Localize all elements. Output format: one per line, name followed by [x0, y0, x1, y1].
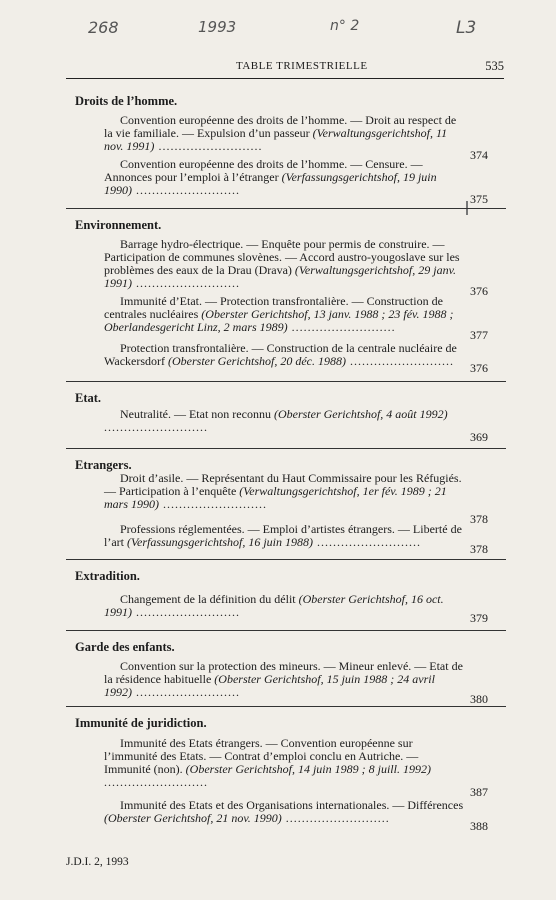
entry-page-number: 374 [470, 148, 488, 162]
entry-text: Changement de la définition du délit [120, 592, 299, 606]
index-entry [104, 593, 464, 619]
index-entry [104, 472, 464, 511]
section-divider [66, 381, 506, 382]
entry-source: (Oberster Gerichtshof, 4 août 1992) [273, 407, 448, 421]
index-entry [104, 737, 464, 789]
entry-page-number: 378 [470, 542, 488, 556]
entry-text: Convention européenne des droits de l’homme. — Droit au respect de la vie familiale. — Expulsion d’un passeur [104, 113, 457, 140]
page-footer: J.D.I. 2, 1993 [66, 856, 129, 868]
index-entry [104, 799, 464, 825]
page-header [66, 60, 504, 79]
section-divider [66, 706, 506, 707]
entry-source: (Oberster Gerichtshof, 20 déc. 1988) [168, 354, 346, 368]
leader-dots: .......................... [287, 320, 396, 334]
entry-text: Immunité d’Etat. — Protection transfrontalière. — Construction de centrales nucléaires [104, 294, 443, 321]
leader-dots: .......................... [132, 276, 240, 290]
entry-text: Professions réglementées. — Emploi d’artistes étrangers. — Liberté de l’art [104, 522, 462, 549]
entry-page-number: 387 [470, 785, 488, 799]
entry-page-number: 380 [470, 692, 488, 706]
section-divider [66, 208, 506, 209]
section-heading: Immunité de juridiction. [75, 716, 207, 730]
entry-page-number: 376 [470, 284, 488, 298]
handwritten-note: n° 2 [330, 18, 360, 34]
section-divider [66, 559, 506, 560]
entry-page-number: 379 [470, 611, 488, 625]
handwritten-note: 1993 [198, 18, 237, 36]
entry-page-number: 376 [470, 361, 488, 375]
entry-text: Barrage hydro-électrique. — Enquête pour permis de construire. — Participation de communes slovènes. — Accord austro-yougoslave sur les problèmes des eaux de la Drau (Drava) [104, 237, 460, 277]
leader-dots: .......................... [154, 139, 263, 153]
section-heading: Environnement. [75, 218, 162, 232]
section-heading: Garde des enfants. [75, 640, 175, 654]
entry-source: (Oberster Gerichtshof, 14 juin 1989 ; 8 juill. 1992) [185, 762, 431, 776]
index-entry [104, 295, 464, 334]
leader-dots: .......................... [104, 775, 208, 789]
entry-text: Immunité des Etats et des Organisations internationales. — Différences [120, 798, 464, 812]
leader-dots: .......................... [159, 497, 268, 511]
leader-dots: .......................... [132, 605, 240, 619]
leader-dots: .......................... [281, 811, 390, 825]
entry-page-number: 377 [470, 328, 488, 342]
entry-page-number: 378 [470, 512, 488, 526]
entry-text: Neutralité. — Etat non reconnu [120, 407, 274, 421]
section-heading: Droits de l’homme. [75, 94, 178, 108]
section-heading: Etat. [75, 391, 102, 405]
entry-source: (Verwaltungsgerichtshof, 1er fév. 1989 ; 21 mars 1990) [104, 484, 447, 511]
entry-page-number: 369 [470, 430, 488, 444]
section-divider [66, 448, 506, 449]
index-entry [104, 523, 464, 549]
index-entry [104, 238, 464, 290]
entry-text: Convention sur la protection des mineurs. — Mineur enlevé. — Etat de la résidence habituelle [104, 659, 463, 686]
entry-source: (Verfassungsgerichtshof, 16 juin 1988) [127, 535, 313, 549]
entry-source: (Oberster Gerichtshof, 15 juin 1988 ; 24 avril 1992) [104, 672, 435, 699]
section-divider [66, 630, 506, 631]
page-number: 535 [485, 59, 504, 73]
entry-page-number: 375 [470, 192, 488, 206]
section-heading: Etrangers. [75, 458, 132, 472]
leader-dots: .......................... [345, 354, 454, 368]
handwritten-note: 268 [88, 18, 119, 37]
index-entry [104, 158, 464, 197]
index-entry [104, 342, 464, 368]
entry-source: (Verfassungsgerichtshof, 19 juin 1990) [104, 170, 437, 197]
entry-source: (Verwaltungsgerichtshof, 29 janv. 1991) [104, 263, 457, 290]
entry-text: Immunité des Etats étrangers. — Convention européenne sur l’immunité des Etats. — Contrat d’emploi conclu en Autriche. — Immunité (non). [104, 736, 419, 776]
index-entry [104, 408, 464, 434]
leader-dots: .......................... [132, 183, 240, 197]
entry-source: (Oberster Gerichtshof, 16 oct. 1991) [104, 592, 444, 619]
entry-text: Protection transfrontalière. — Construction de la centrale nucléaire de Wackersdorf [104, 341, 457, 368]
running-title: TABLE TRIMESTRIELLE [236, 60, 368, 72]
entry-source: (Oberster Gerichtshof, 21 nov. 1990) [104, 811, 282, 825]
leader-dots: .......................... [313, 535, 421, 549]
entry-source: (Verwaltungsgerichtshof, 11 nov. 1991) [104, 126, 448, 153]
index-entry [104, 114, 464, 153]
entry-text: Convention européenne des droits de l’homme. — Censure. — Annonces pour l’emploi à l’étranger [104, 157, 423, 184]
handwritten-note: L3 [456, 18, 477, 38]
index-entry [104, 660, 464, 699]
leader-dots: .......................... [104, 420, 208, 434]
entry-text: Droit d’asile. — Représentant du Haut Commissaire pour les Réfugiés. — Participation à l’enquête [104, 471, 462, 498]
leader-dots: .......................... [132, 685, 240, 699]
section-heading: Extradition. [75, 569, 140, 583]
entry-source: (Oberster Gerichtshof, 13 janv. 1988 ; 23 fév. 1988 ; Oberlandesgericht Linz, 2 mars 1989) [104, 307, 454, 334]
entry-page-number: 388 [470, 819, 488, 833]
